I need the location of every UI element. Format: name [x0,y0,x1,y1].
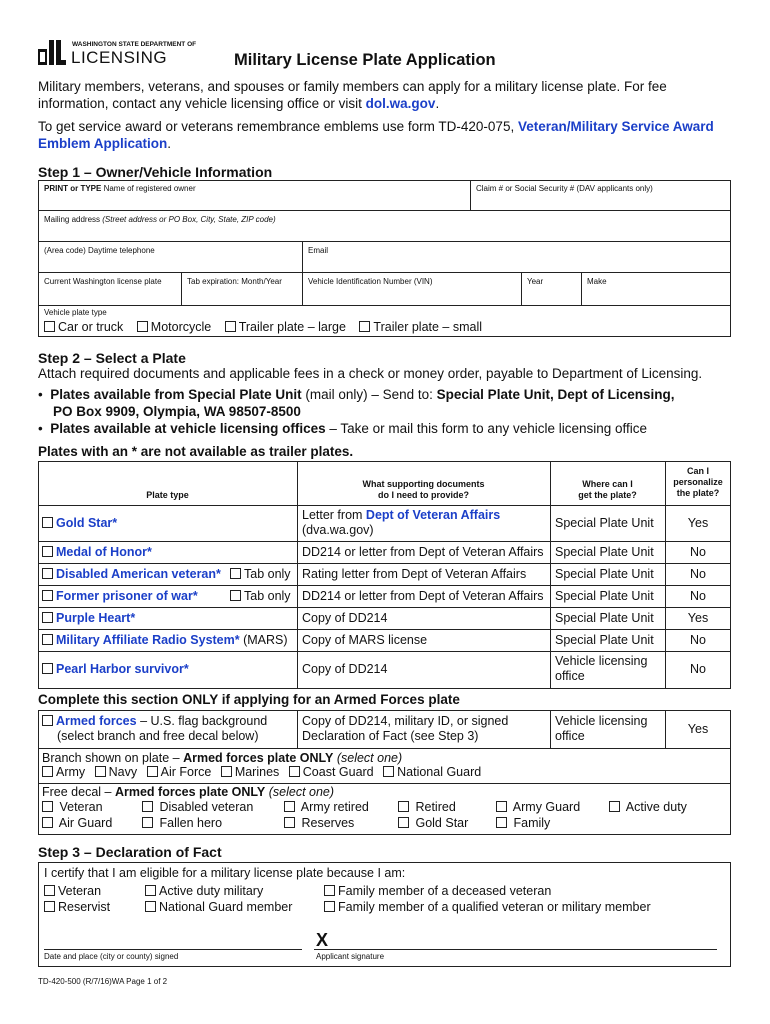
checkbox[interactable] [324,885,335,896]
vehicle-plate-type-label: Vehicle plate type [44,308,107,317]
plate-option-pearl-harbor[interactable]: Pearl Harbor survivor* [42,662,189,677]
checkbox[interactable] [142,801,153,812]
plate-option-mars[interactable]: Military Affiliate Radio System* (MARS) [42,633,288,648]
where-disabled-veteran: Special Plate Unit [555,567,654,581]
checkbox[interactable] [42,715,53,726]
vin-field[interactable]: Vehicle Identification Number (VIN) [308,277,433,286]
form-footer: TD-420-500 (R/7/16)WA Page 1 of 2 [38,977,168,986]
checkbox[interactable] [42,663,53,674]
pers-armed-forces: Yes [687,722,709,736]
decal-army-guard[interactable]: Army Guard [496,800,580,815]
licensing-office-bullet: • Plates available at vehicle licensing offices – Take or mail this form to any vehicle licensing office [38,421,648,436]
checkbox[interactable] [44,901,55,912]
decal-reserves[interactable]: Reserves [284,816,354,831]
phone-field[interactable]: (Area code) Daytime telephone [44,246,155,255]
vtype-trailer-large-option[interactable]: Trailer plate – large [225,320,346,334]
where-mars: Special Plate Unit [555,633,654,647]
branch-marines[interactable]: Marines [221,765,279,779]
attach-instructions: Attach required documents and applicable fees in a check or money order, payable to Department of Licensing. [38,366,703,381]
emblem-application-link[interactable]: Veteran/Military Service Award Emblem Application [38,119,714,151]
checkbox[interactable] [44,321,55,332]
where-pearl-harbor: Vehicle licensing office [555,654,648,683]
checkbox[interactable] [42,517,53,528]
checkbox[interactable] [383,766,394,777]
checkbox[interactable] [42,590,53,601]
plate-option-medal-of-honor[interactable]: Medal of Honor* [42,545,152,560]
branch-navy[interactable]: Navy [95,765,137,779]
dol-logo [38,40,198,66]
checkbox[interactable] [230,568,241,579]
col-where: Where can I get the plate? [578,479,637,500]
docs-disabled-veteran: Rating letter from Dept of Veteran Affairs [302,567,527,581]
tab-only-option-pow[interactable]: Tab only [230,589,291,604]
declare-active-duty[interactable]: Active duty military [145,884,263,899]
col-plate-type: Plate type [146,490,189,500]
vehicle-plate-type-options [44,320,482,334]
decal-label: Free decal – Armed forces plate ONLY (select one) [42,785,335,799]
checkbox[interactable] [44,885,55,896]
signature-x-mark: X [316,930,329,950]
dol-website-link[interactable]: dol.wa.gov [365,96,436,111]
checkbox[interactable] [147,766,158,777]
branch-label: Branch shown on plate – Armed forces plate ONLY (select one) [42,751,403,765]
certify-text: I certify that I am eligible for a military license plate because I am: [44,866,406,880]
tab-only-option-dav[interactable]: Tab only [230,567,291,582]
signature-label: Applicant signature [316,952,385,961]
veteran-affairs-link[interactable]: Dept of Veteran Affairs [365,508,501,522]
branch-options [42,765,481,780]
pers-medal-of-honor: No [690,545,706,559]
checkbox[interactable] [145,885,156,896]
plate-option-armed-forces[interactable]: Armed forces – U.S. flag background (select branch and free decal below) [42,714,267,744]
declare-family-qualified[interactable]: Family member of a qualified veteran or military member [324,900,651,915]
current-plate-field[interactable]: Current Washington license plate [44,277,162,286]
tab-expiration-field[interactable]: Tab expiration: Month/Year [187,277,282,286]
checkbox[interactable] [42,568,53,579]
decal-fallen-hero[interactable]: Fallen hero [142,816,222,831]
owner-name-field[interactable]: PRINT or TYPE Name of registered owner [44,184,196,193]
decal-air-guard[interactable]: Air Guard [42,816,112,831]
where-armed-forces: Vehicle licensing office [555,714,648,743]
plate-option-gold-star[interactable]: Gold Star* [42,516,117,531]
declare-reservist[interactable]: Reservist [44,900,110,915]
step3-heading: Step 3 – Declaration of Fact [38,844,222,860]
checkbox[interactable] [42,546,53,557]
vtype-trailer-small-option[interactable]: Trailer plate – small [359,320,482,334]
pers-purple-heart: Yes [687,611,709,625]
decal-family[interactable]: Family [496,816,550,831]
checkbox[interactable] [42,817,53,828]
checkbox[interactable] [42,634,53,645]
checkbox[interactable] [284,801,295,812]
intro-paragraph-2: To get service award or veterans remembrance emblems use form TD-420-075, Veteran/Military Service Award Emblem Application. [38,119,714,151]
col-documents: What supporting documents do I need to provide? [362,479,485,500]
plate-option-disabled-veteran[interactable]: Disabled American veteran* [42,567,221,582]
checkbox[interactable] [496,801,507,812]
special-plate-unit-bullet: • Plates available from Special Plate Unit (mail only) – Send to: Special Plate Unit, Dept of Licensing, PO Box 9909, Olympia, WA 98507-8500 [38,387,675,419]
where-medal-of-honor: Special Plate Unit [555,545,654,559]
logo-dept: WASHINGTON STATE DEPARTMENT OF [72,41,197,48]
branch-army[interactable]: Army [42,765,85,779]
checkbox[interactable] [284,817,295,828]
checkbox[interactable] [142,817,153,828]
make-field[interactable]: Make [587,277,607,286]
pers-former-pow: No [690,589,706,603]
docs-armed-forces: Copy of DD214, military ID, or signed Declaration of Fact (see Step 3) [302,714,509,743]
date-place-label: Date and place (city or county) signed [44,952,179,961]
decal-gold-star[interactable]: Gold Star [398,816,468,831]
checkbox[interactable] [324,901,335,912]
checkbox[interactable] [137,321,148,332]
pers-mars: No [690,633,706,647]
intro-paragraph-1: Military members, veterans, and spouses or family members can apply for a military license plate. For fee information, contact any vehicle licensing office or visit dol.wa.gov. [38,79,667,111]
docs-medal-of-honor: DD214 or letter from Dept of Veteran Affairs [302,545,544,559]
pers-disabled-veteran: No [690,567,706,581]
declare-national-guard[interactable]: National Guard member [145,900,292,915]
declare-veteran[interactable]: Veteran [44,884,101,899]
step2-heading: Step 2 – Select a Plate [38,350,186,366]
docs-purple-heart: Copy of DD214 [302,611,388,625]
declare-family-deceased[interactable]: Family member of a deceased veteran [324,884,551,899]
checkbox[interactable] [95,766,106,777]
decal-active-duty[interactable]: Active duty [609,800,687,815]
date-place-line[interactable] [44,949,302,950]
docs-pearl-harbor: Copy of DD214 [302,662,388,676]
docs-mars: Copy of MARS license [302,633,428,647]
logo-name: LICENSING [71,48,168,67]
checkbox[interactable] [359,321,370,332]
checkbox[interactable] [42,766,53,777]
plate-option-purple-heart[interactable]: Purple Heart* [42,611,135,626]
mailing-address-field[interactable]: Mailing address (Street address or PO Box, City, State, ZIP code) [44,215,276,224]
decal-retired[interactable]: Retired [398,800,456,815]
vtype-car-option[interactable]: Car or truck [44,320,123,334]
claim-number-field[interactable]: Claim # or Social Security # (DAV applicants only) [476,184,653,193]
where-former-pow: Special Plate Unit [555,589,654,603]
checkbox[interactable] [398,801,409,812]
decal-veteran[interactable]: Veteran [42,800,103,815]
where-gold-star: Special Plate Unit [555,516,654,530]
checkbox[interactable] [230,590,241,601]
checkbox[interactable] [225,321,236,332]
dol-logo-mark [38,40,66,66]
checkbox[interactable] [496,817,507,828]
checkbox[interactable] [221,766,232,777]
signature-line[interactable] [314,949,717,950]
docs-gold-star: Letter from Dept of Veteran Affairs (dva.wa.gov) [302,508,501,537]
branch-air-force[interactable]: Air Force [147,765,212,779]
decal-disabled-veteran[interactable]: Disabled veteran [142,800,253,815]
checkbox[interactable] [609,801,620,812]
email-field[interactable]: Email [308,246,329,255]
pers-gold-star: Yes [687,516,709,530]
pers-pearl-harbor: No [690,662,706,676]
armed-forces-heading: Complete this section ONLY if applying for an Armed Forces plate [38,692,460,707]
where-purple-heart: Special Plate Unit [555,611,654,625]
vtype-motorcycle-option[interactable]: Motorcycle [137,320,211,334]
year-field[interactable]: Year [527,277,544,286]
page-title: Military License Plate Application [234,51,496,69]
branch-national-guard[interactable]: National Guard [383,765,481,779]
step1-heading: Step 1 – Owner/Vehicle Information [38,164,273,180]
plate-option-former-pow[interactable]: Former prisoner of war* [42,589,198,604]
checkbox[interactable] [42,612,53,623]
branch-coast-guard[interactable]: Coast Guard [289,765,374,779]
checkbox[interactable] [398,817,409,828]
checkbox[interactable] [289,766,300,777]
col-personalize: Can I personalize the plate? [673,466,723,498]
docs-former-pow: DD214 or letter from Dept of Veteran Affairs [302,589,544,603]
checkbox[interactable] [42,801,53,812]
trailer-note: Plates with an * are not available as trailer plates. [38,444,354,459]
decal-army-retired[interactable]: Army retired [284,800,369,815]
checkbox[interactable] [145,901,156,912]
